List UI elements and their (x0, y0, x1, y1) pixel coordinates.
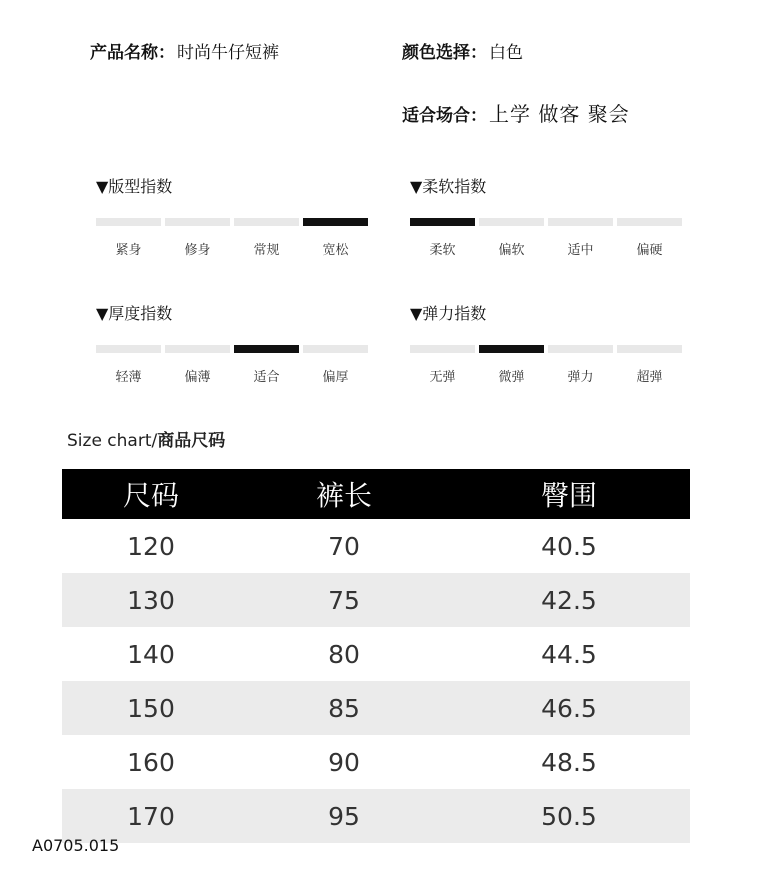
table-row (62, 627, 690, 681)
softness-index-options (410, 239, 682, 258)
size-chart-table (62, 469, 690, 843)
elasticity-index-options (410, 366, 682, 385)
fit-index-segment (96, 218, 161, 226)
size-chart-heading-cn: 商品尺码 (157, 431, 226, 451)
cell-size: 140 (127, 639, 175, 669)
product-name (90, 38, 279, 63)
thickness-index-segment (234, 345, 299, 353)
softness-index-bar (410, 218, 682, 226)
cell-hip: 44.5 (541, 639, 597, 669)
fit-index-segment (234, 218, 299, 226)
cell-size: 160 (127, 747, 175, 777)
product-occasion (402, 98, 630, 127)
elasticity-index-option: 弹力 (567, 370, 594, 385)
softness-index-option: 柔软 (429, 243, 456, 258)
thickness-index-option: 偏厚 (322, 370, 349, 385)
elasticity-index-segment (617, 345, 682, 353)
cell-length: 70 (328, 531, 360, 561)
fit-index (96, 176, 368, 258)
elasticity-index-option: 微弹 (498, 370, 525, 385)
cell-size: 150 (127, 693, 175, 723)
product-name-value: 时尚牛仔短裤 (177, 43, 279, 63)
fit-index-segment (303, 218, 368, 226)
cell-size: 130 (127, 585, 175, 615)
elasticity-index-title: ▼弹力指数 (410, 304, 487, 323)
fit-index-option: 宽松 (322, 243, 349, 258)
cell-length: 85 (328, 693, 360, 723)
fit-index-bar (96, 218, 368, 226)
product-color-label: 颜色选择： (402, 43, 487, 63)
thickness-index-bar (96, 345, 368, 353)
product-sku: A0705.015 (32, 836, 120, 855)
fit-index-option: 紧身 (115, 243, 142, 258)
elasticity-index-segment (479, 345, 544, 353)
column-header-size: 尺码 (122, 479, 179, 512)
table-row (62, 519, 690, 573)
fit-index-option: 常规 (253, 243, 280, 258)
softness-index (410, 176, 682, 258)
fit-index-options (96, 239, 368, 258)
cell-hip: 42.5 (541, 585, 597, 615)
product-color (402, 38, 523, 63)
fit-index-segment (165, 218, 230, 226)
size-chart-heading-en: Size chart/ (67, 431, 158, 451)
thickness-index-option: 偏薄 (184, 370, 211, 385)
softness-index-option: 偏硬 (636, 243, 663, 258)
cell-hip: 46.5 (541, 693, 597, 723)
product-occasion-label: 适合场合： (402, 106, 487, 126)
product-occasion-value: 上学 做客 聚会 (489, 102, 630, 126)
cell-length: 80 (328, 639, 360, 669)
thickness-index-options (96, 366, 368, 385)
product-name-label: 产品名称： (90, 43, 175, 63)
softness-index-segment (548, 218, 613, 226)
thickness-index-segment (96, 345, 161, 353)
elasticity-index-segment (548, 345, 613, 353)
table-row (62, 789, 690, 843)
cell-hip: 48.5 (541, 747, 597, 777)
elasticity-index-segment (410, 345, 475, 353)
cell-hip: 50.5 (541, 801, 597, 831)
product-color-value: 白色 (489, 43, 523, 63)
softness-index-segment (617, 218, 682, 226)
thickness-index-segment (165, 345, 230, 353)
thickness-index-segment (303, 345, 368, 353)
fit-index-option: 修身 (184, 243, 211, 258)
column-header-length: 裤长 (315, 479, 372, 512)
cell-size: 120 (127, 531, 175, 561)
softness-index-title: ▼柔软指数 (410, 177, 487, 196)
softness-index-segment (479, 218, 544, 226)
table-row (62, 735, 690, 789)
thickness-index-option: 轻薄 (115, 370, 142, 385)
table-row (62, 681, 690, 735)
cell-length: 95 (328, 801, 360, 831)
thickness-index-title: ▼厚度指数 (96, 304, 173, 323)
softness-index-segment (410, 218, 475, 226)
softness-index-option: 偏软 (498, 243, 525, 258)
elasticity-index-bar (410, 345, 682, 353)
cell-size: 170 (127, 801, 175, 831)
column-header-hip: 臀围 (540, 479, 597, 512)
size-chart-header-row (62, 469, 690, 519)
cell-length: 75 (328, 585, 360, 615)
cell-hip: 40.5 (541, 531, 597, 561)
thickness-index-option: 适合 (253, 370, 280, 385)
softness-index-option: 适中 (567, 243, 594, 258)
fit-index-title: ▼版型指数 (96, 177, 173, 196)
cell-length: 90 (328, 747, 360, 777)
thickness-index (96, 303, 368, 385)
size-chart-heading (67, 426, 225, 451)
elasticity-index-option: 无弹 (429, 370, 456, 385)
table-row (62, 573, 690, 627)
elasticity-index (410, 303, 682, 385)
elasticity-index-option: 超弹 (636, 370, 663, 385)
